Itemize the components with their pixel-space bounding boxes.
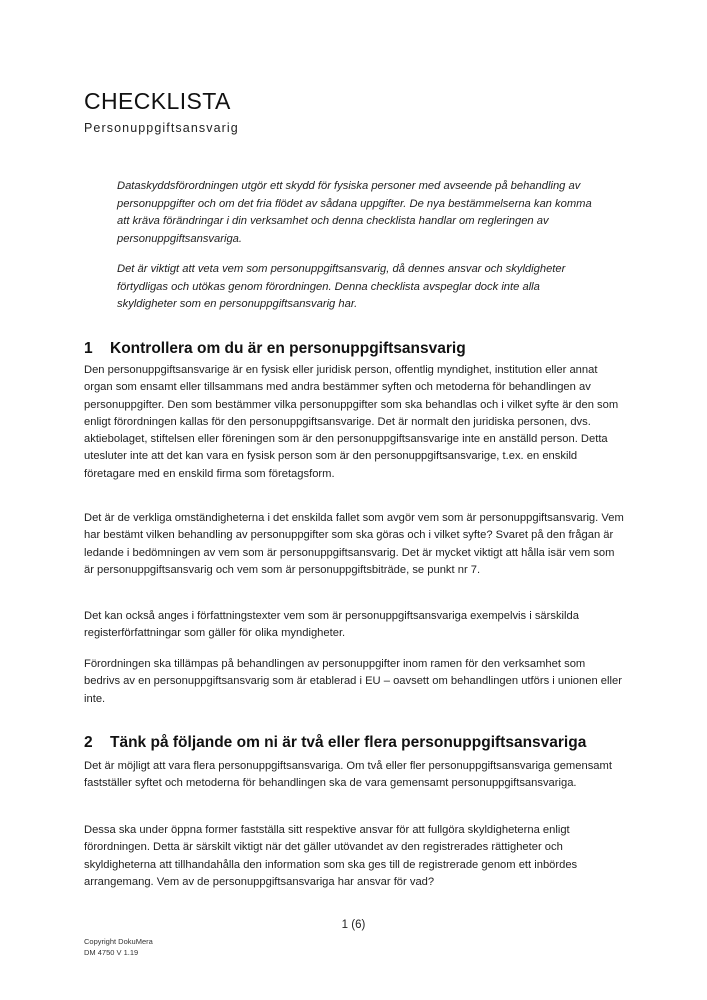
section-1-number: 1 bbox=[84, 340, 93, 357]
section-1-paragraph-3: Det kan också anges i författningstexter vem som är personuppgiftsansvariga exempelvis i särskilda registerförfattningar som gäller för olika myndigheter. bbox=[84, 610, 579, 640]
section-2-paragraph-1: Det är möjligt att vara flera personuppgiftsansvariga. Om två eller fler personuppgiftsansvariga gemensamt fastställer syftet och metoderna för behandlingen ska de vara gemensamt personuppgiftsansvariga. bbox=[84, 760, 612, 790]
section-1-paragraph-4: Förordningen ska tillämpas på behandlingen av personuppgifter inom ramen för den verksamhet som bedrivs av en personuppgiftsansvarig som är etablerad i EU – oavsett om behandlingen utförs i unionen eller inte. bbox=[84, 658, 622, 705]
section-2-paragraph-2: Dessa ska under öppna former fastställa sitt respektive ansvar för att fullgöra skyldigheterna enligt förordningen. Detta är särskilt viktigt när det gäller utövandet av den registrerades rättigheter och skyldigheterna att tillhandahålla den information som ska ges till de registrerade genom ett inbördes arrangemang. Vem av de personuppgiftsansvariga har ansvar för vad? bbox=[84, 824, 578, 888]
section-1-title: Kontrollera om du är en personuppgiftsansvarig bbox=[110, 340, 466, 357]
footer-doc-id: DM 4750 V 1.19 bbox=[84, 948, 139, 957]
section-1-paragraph-1: Den personuppgiftsansvarige är en fysisk eller juridisk person, offentlig myndighet, institution eller annat organ som ensamt eller tillsammans med andra bestämmer syften och metoderna för behandlingen av personuppgifter. Den som bestämmer vilka personuppgifter som ska behandlas och i vilket syfte är den som enligt förordningen kallas för den personuppgiftsansvarige. Det är normalt den juridiska personen, dvs. aktiebolaget, stiftelsen eller föreningen som är den personuppgiftsansvarige inte en anställd person. Detta utesluter inte att det kan vara en fysisk person som är den personuppgiftsansvarige, t.ex. en enskild företagare med en enskild firma som företagsform. bbox=[84, 364, 619, 480]
page-number: 1 (6) bbox=[341, 919, 366, 931]
intro-paragraph-1: Dataskyddsförordningen utgör ett skydd för fysiska personer med avseende på behandling av personuppgifter och om det fria flödet av sådana uppgifter. De nya bestämmelserna kan komma att kräva förändringar i din verksamhet och denna checklista handlar om regleringen av personuppgiftsansvariga. bbox=[117, 180, 592, 245]
footer bbox=[84, 936, 153, 958]
section-1-heading bbox=[84, 340, 466, 358]
section-1-paragraph-2: Det är de verkliga omständigheterna i det enskilda fallet som avgör vem som är personuppgiftsansvarig. Vem har bestämt vilken behandling av personuppgifter som ska göras och i vilket syfte? Svaret på den frågan är ledande i bedömningen av vem som är personuppgiftsansvarig. Det är mycket viktigt att hålla isär vem som är personuppgiftsansvarig och vem som är personuppgiftsbiträde, se punkt nr 7. bbox=[84, 512, 624, 576]
footer-copyright: Copyright DokuMera bbox=[84, 937, 153, 946]
section-2-title: Tänk på följande om ni är två eller flera personuppgiftsansvariga bbox=[110, 734, 587, 751]
section-2-number: 2 bbox=[84, 734, 93, 751]
document-subtitle: Personuppgiftsansvarig bbox=[84, 121, 239, 135]
document-title: CHECKLISTA bbox=[84, 88, 231, 114]
intro-paragraph-2: Det är viktigt att veta vem som personuppgiftsansvarig, då dennes ansvar och skyldigheter förtydligas och utökas genom förordningen. Denna checklista avspeglar dock inte alla skyldigheter som en personuppgiftsansvarig har. bbox=[117, 263, 566, 310]
section-2-heading bbox=[84, 734, 586, 752]
